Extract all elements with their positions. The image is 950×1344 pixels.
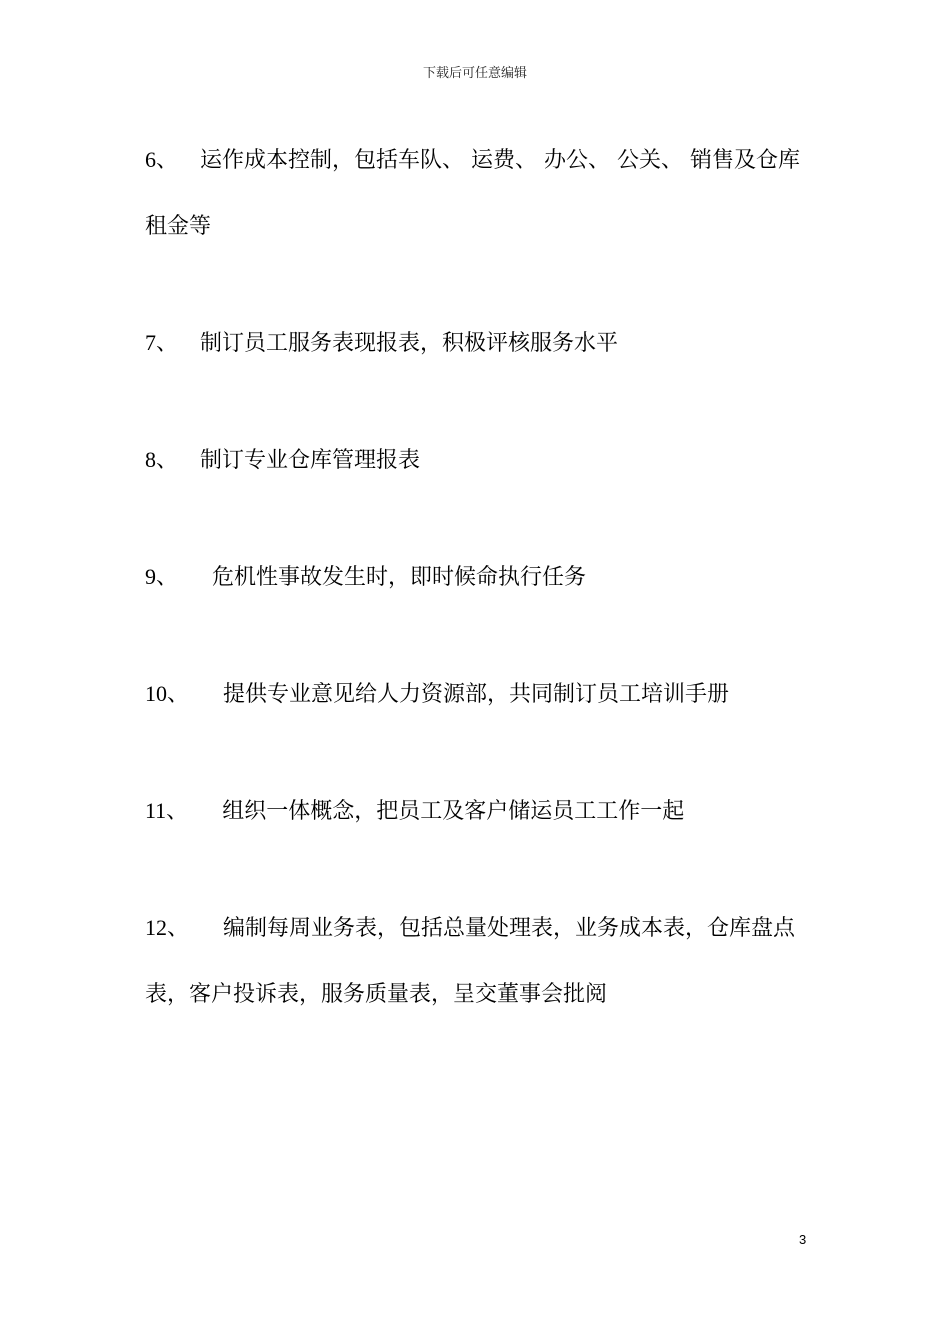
list-item [145, 778, 815, 845]
page-number: 3 [799, 1232, 807, 1247]
item-number: 10、 [145, 681, 190, 706]
item-text: 组织一体概念，把员工及客户储运员工工作一起 [222, 799, 685, 824]
item-text: 制订员工服务表现报表，积极评核服务水平 [200, 331, 619, 356]
item-number: 11、 [145, 798, 189, 823]
list-item [145, 895, 815, 1028]
item-text: 编制每周业务表，包括总量处理表，业务成本表，仓库盘点表，客户投诉表，服务质量表，呈交董事会批阅 [145, 916, 796, 1007]
item-number: 9、 [145, 564, 179, 589]
item-text: 运作成本控制，包括车队、 运费、 办公、 公关、 销售及仓库租金等 [145, 148, 800, 239]
item-number: 6、 [145, 147, 179, 172]
item-number: 12、 [145, 915, 190, 940]
item-number: 8、 [145, 447, 179, 472]
header-note: 下载后可任意编辑 [422, 66, 527, 81]
list-item [145, 661, 815, 728]
list-item [145, 427, 815, 494]
list-item [145, 310, 815, 377]
list-item [145, 127, 815, 260]
item-number: 7、 [145, 330, 179, 355]
item-text: 制订专业仓库管理报表 [200, 448, 421, 473]
document-body [145, 127, 815, 1078]
item-text: 危机性事故发生时，即时候命执行任务 [212, 565, 587, 590]
list-item [145, 544, 815, 611]
item-text: 提供专业意见给人力资源部，共同制订员工培训手册 [223, 682, 730, 707]
